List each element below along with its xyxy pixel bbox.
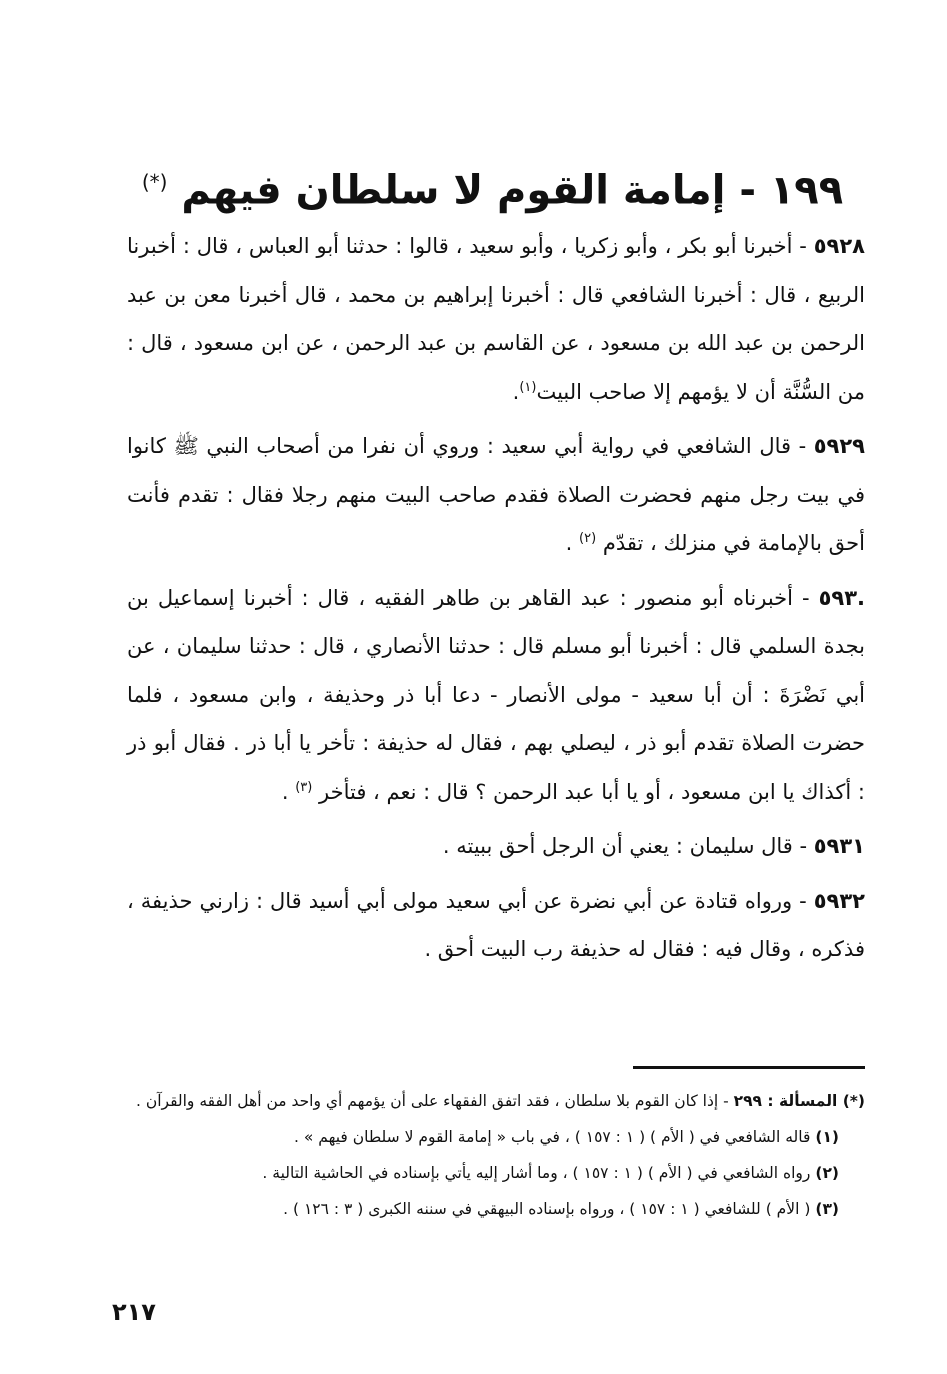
page-number: ٢١٧ [112,1298,156,1326]
hadith-end: . [565,531,579,555]
footnotes [127,1083,865,1227]
hadith-text: - ورواه قتادة عن أبي نضرة عن أبي سعيد مولى أبي أسيد قال : زارني حذيفة ، فذكره ، وقال فيه : فقال له حذيفة رب البيت أحق . [127,888,865,961]
hadith-text: - قال سليمان : يعني أن الرجل أحق ببيته . [442,834,814,858]
footnote-item [127,1155,865,1191]
main-text [127,222,865,980]
hadith-paragraph [127,422,865,568]
hadith-text: - أخبرنا أبو بكر ، وأبو زكريا ، وأبو سعيد ، قالوا : حدثنا أبو العباس ، قال : أخبرنا الربيع ، قال : أخبرنا الشافعي قال : أخبرنا إبراهيم بن محمد ، قال أخبرنا معن بن عبد الرحمن بن عبد الله بن مسعود ، عن القاسم بن عبد الرحمن ، عن ابن مسعود ، قال : من السُّنَّة أن لا يؤمهم إلا صاحب البيت [127,234,865,404]
chapter-dash: - [725,167,770,214]
footnote-ref[interactable]: (٢) [579,531,597,546]
footnote-ref[interactable]: (١) [519,379,537,395]
hadith-paragraph [127,574,865,817]
footnote-ref[interactable]: (٣) [295,779,313,795]
footnote-item [127,1191,865,1227]
footnote-text: - إذا كان القوم بلا سلطان ، فقد اتفق الفقهاء على أن يؤمهم أي واحد من أهل الفقه والقرآن . [135,1092,734,1110]
footnote-item [127,1083,865,1119]
hadith-paragraph [127,822,865,871]
hadith-number: .٥٩٣ [818,585,865,610]
hadith-text: - قال الشافعي في رواية أبي سعيد : وروي أن نفرا من أصحاب النبي ﷺ كانوا في بيت رجل منهم فحضرت الصلاة فقدم صاحب البيت منهم رجلا فقال : تقدم فأنت أحق بالإمامة في منزلك ، تقدّم [127,434,865,555]
hadith-end: . [281,779,296,804]
hadith-number: ٥٩٢٩ [813,434,865,458]
hadith-paragraph [127,222,865,416]
footnote-text: ( الأم ) للشافعي ( ١ : ١٥٧ ) ، ورواه بإسناده البيهقي في سننه الكبرى ( ٣ : ١٢٦ ) . [283,1200,816,1218]
footnote-mark: (*) المسألة : ٢٩٩ [733,1092,865,1110]
footnote-mark: (٣) [815,1200,839,1218]
hadith-paragraph [127,877,865,974]
footnote-mark: (٢) [815,1164,839,1182]
hadith-number: ٥٩٣٢ [813,888,865,913]
chapter-title: إمامة القوم لا سلطان فيهم [181,167,726,214]
hadith-number: ٥٩٢٨ [813,234,865,258]
footnote-text: قاله الشافعي في ( الأم ) ( ١ : ١٥٧ ) ، في باب « إمامة القوم لا سلطان فيهم » . [293,1128,816,1146]
chapter-note-mark: (*) [141,170,168,194]
hadith-number: ٥٩٣١ [813,834,865,858]
hadith-end: . [512,379,520,404]
footnote-text: رواه الشافعي في ( الأم ) ( ١ : ١٥٧ ) ، وما أشار إليه يأتي بإسناده في الحاشية التالية . [262,1164,816,1182]
footnote-separator [633,1066,865,1069]
footnote-mark: (١) [815,1128,839,1146]
hadith-text: - أخبرناه أبو منصور : عبد القاهر بن طاهر الفقيه ، قال : أخبرنا إسماعيل بن بجدة السلمي قال : أخبرنا أبو مسلم قال : حدثنا الأنصاري ، قال : حدثنا سليمان ، عن أبي نَضْرَةَ : أن أبا سعيد - مولى الأنصار - دعا أبا ذر وحذيفة ، وابن مسعود ، فلما حضرت الصلاة تقدم أبو ذر ، ليصلي بهم ، فقال له حذيفة : تأخر يا أبا ذر . فقال أبو ذر : أكذاك يا ابن مسعود ، أو يا أبا عبد الرحمن ؟ قال : نعم ، فتأخر [127,585,865,804]
chapter-heading [120,152,865,220]
footnote-item [127,1119,865,1155]
chapter-number: ١٩٩ [769,167,844,214]
